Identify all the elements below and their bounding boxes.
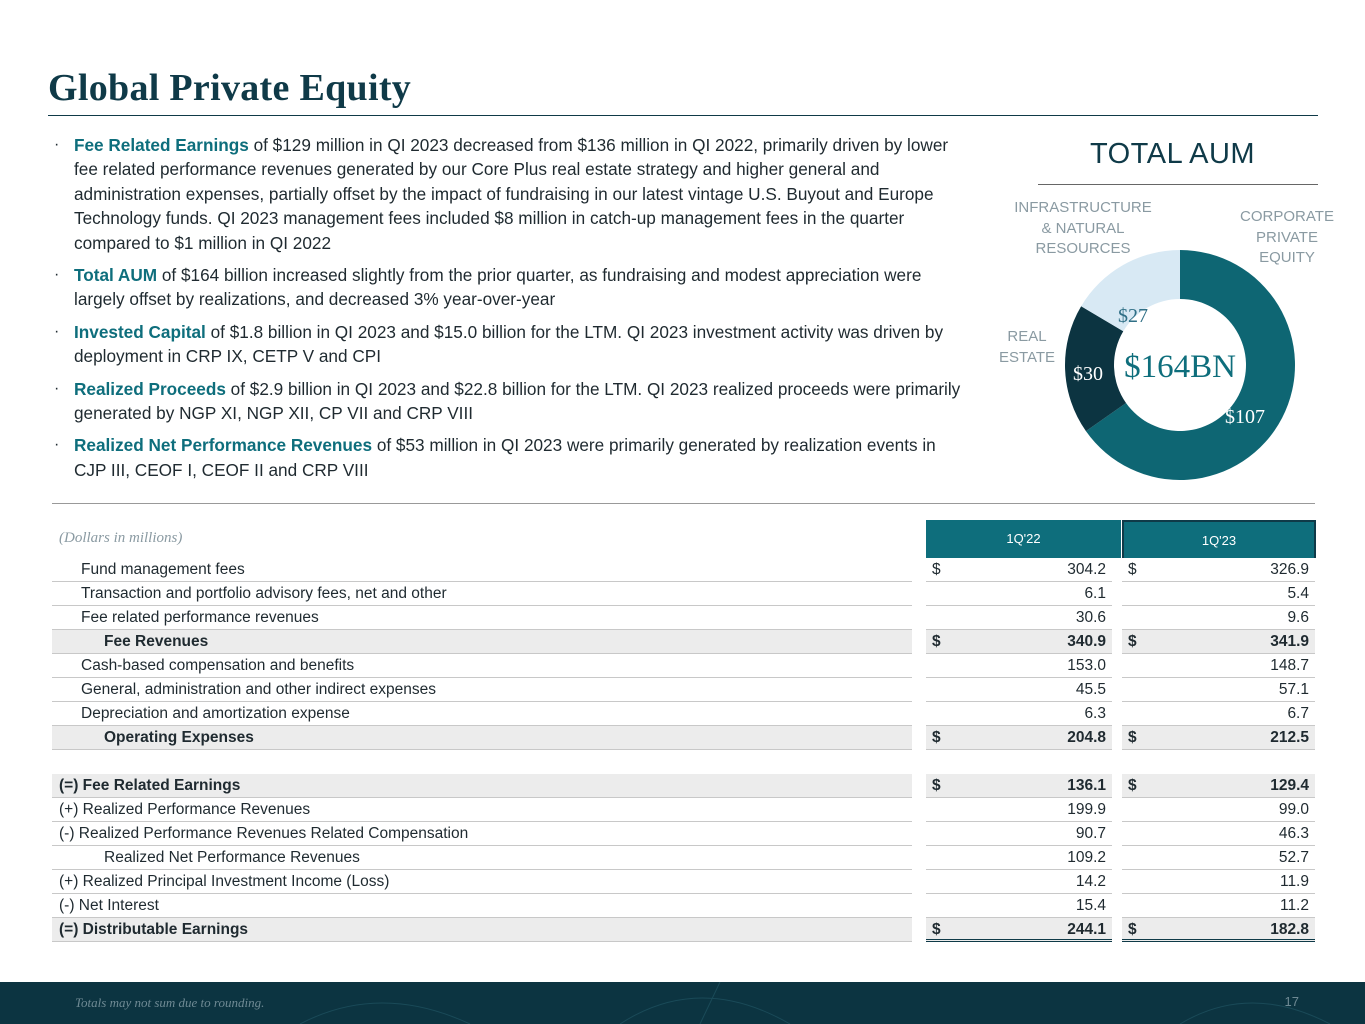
cell-1q23 [1122,654,1315,678]
label-corporate-private-equity: CORPORATE PRIVATE EQUITY [1240,208,1334,266]
table-row [52,870,1317,894]
value-1q23: 212.5 [1270,729,1309,746]
value-1q23: 99.0 [1278,801,1309,818]
bullet-highlight: Fee Related Earnings [74,135,249,155]
value-1q22: 153.0 [1067,657,1106,674]
table-row [52,726,1317,750]
cell-1q22 [926,774,1112,798]
currency-symbol: $ [1128,777,1137,794]
currency-symbol: $ [1128,729,1137,746]
cell-1q22 [926,918,1112,942]
bullet-item [52,377,972,426]
cell-1q22 [926,870,1112,894]
value-1q23: 11.9 [1279,873,1309,890]
value-1q23: 129.4 [1270,777,1309,794]
table-row [52,918,1317,942]
row-label: (=) Fee Related Earnings [52,774,912,798]
table-row [52,582,1317,606]
bullet-text: of $164 billion increased slightly from the prior quarter, as fundraising and modest appreciation were largely offset by realizations, and decreased 3% year-over-year [74,265,922,310]
aum-divider [1038,184,1318,185]
table-row [52,798,1317,822]
cell-1q23 [1122,582,1315,606]
section-divider [52,503,1315,504]
units-note: (Dollars in millions) [59,530,183,546]
table-header [52,520,1317,558]
bullet-item [52,133,972,255]
bullet-dot-icon: · [54,436,60,454]
cell-1q22 [926,606,1112,630]
table-row [52,606,1317,630]
slice-value-label-1: $30 [1073,363,1103,385]
value-1q22: 199.9 [1067,801,1106,818]
value-1q22: 14.2 [1075,873,1106,890]
value-1q22: 136.1 [1067,777,1106,794]
cell-1q22 [926,846,1112,870]
bullet-text: of $129 million in QI 2023 decreased from $136 million in QI 2022, primarily driven by lower fee related performance revenues generated by our Core Plus real estate strategy and higher general and administration expenses, partially offset by the impact of fundraising in our latest vintage U.S. Buyout and Europe Technology funds. QI 2023 management fees included $8 million in catch-up management fees in the quarter compared to $1 million in QI 2022 [74,135,949,253]
row-label: Realized Net Performance Revenues [52,846,912,870]
aum-title: TOTAL AUM [1089,138,1256,170]
page-title: Global Private Equity [48,67,412,109]
value-1q22: 6.3 [1084,705,1106,722]
value-1q22: 30.6 [1075,609,1106,626]
cell-1q23 [1122,702,1315,726]
row-label: Cash-based compensation and benefits [52,654,912,678]
row-label: Fund management fees [52,558,912,582]
table-row [52,678,1317,702]
column-header-1q22: 1Q'22 [926,520,1121,558]
cell-1q22 [926,894,1112,918]
table-row [52,894,1317,918]
bullet-text: of $1.8 billion in QI 2023 and $15.0 billion for the LTM. QI 2023 investment activity was driven by deployment in CRP IX, CETP V and CPI [74,321,944,367]
cell-1q23 [1122,678,1315,702]
cell-1q22 [926,726,1112,750]
value-1q22: 6.1 [1084,585,1106,602]
value-1q23: 6.7 [1287,705,1309,722]
value-1q22: 340.9 [1067,633,1106,650]
table-row [52,750,1317,774]
bullet-highlight: Total AUM [74,265,158,286]
row-label: Operating Expenses [52,726,912,750]
cell-1q22 [926,582,1112,606]
financial-table [52,520,1317,942]
table-row [52,774,1317,798]
row-label: Transaction and portfolio advisory fees, net and other [52,582,912,606]
bullet-highlight: Realized Net Performance Revenues [74,435,373,456]
bullet-item [52,320,972,369]
row-label: (=) Distributable Earnings [52,918,912,942]
value-1q23: 11.2 [1279,897,1309,914]
cell-1q23 [1122,750,1315,774]
row-label: General, administration and other indirect expenses [52,678,912,702]
table-row [52,822,1317,846]
table-row [52,846,1317,870]
row-label: Depreciation and amortization expense [52,702,912,726]
cell-1q23 [1122,918,1315,942]
bullet-text: of $2.9 billion in QI 2023 and $22.8 billion for the LTM. QI 2023 realized proceeds were primarily generated by NGP XI, NGP XII, CP VII and CRP VIII [74,378,961,424]
label-infrastructure: INFRASTRUCTURE & NATURAL RESOURCES [1014,199,1152,257]
currency-symbol: $ [1128,921,1137,938]
value-1q22: 90.7 [1075,825,1106,842]
row-label: (+) Realized Principal Investment Income (Loss) [52,870,912,894]
value-1q23: 46.3 [1278,825,1309,842]
bullet-item [52,263,972,312]
cell-1q22 [926,750,1112,774]
row-label: (-) Net Interest [52,894,912,918]
cell-1q23 [1122,606,1315,630]
value-1q22: 304.2 [1067,561,1106,578]
cell-1q23 [1122,822,1315,846]
cell-1q23 [1122,558,1315,582]
summary-bullets [52,133,972,490]
value-1q23: 57.1 [1278,681,1309,698]
cell-1q22 [926,822,1112,846]
value-1q23: 148.7 [1270,657,1309,674]
footnote: Totals may not sum due to rounding. [75,995,265,1010]
currency-symbol: $ [932,777,941,794]
cell-1q23 [1122,798,1315,822]
slice-value-label-0: $107 [1225,406,1265,428]
bullet-highlight: Realized Proceeds [74,378,226,399]
donut-center-label: $164BN [1124,349,1236,385]
value-1q22: 109.2 [1067,849,1106,866]
value-1q23: 52.7 [1278,849,1309,866]
bullet-dot-icon: · [54,136,60,153]
currency-symbol: $ [1128,561,1137,578]
bullet-highlight: Invested Capital [74,321,206,342]
value-1q22: 244.1 [1067,921,1106,938]
currency-symbol: $ [932,633,941,650]
row-label: Fee related performance revenues [52,606,912,630]
bullet-dot-icon: · [54,322,60,340]
currency-symbol: $ [932,729,941,746]
cell-1q23 [1122,630,1315,654]
value-1q23: 5.4 [1287,585,1309,602]
bullet-dot-icon: · [54,379,60,397]
cell-1q22 [926,798,1112,822]
value-1q22: 15.4 [1075,897,1106,914]
label-real-estate: REAL ESTATE [998,328,1056,366]
cell-1q23 [1122,846,1315,870]
value-1q22: 204.8 [1067,729,1106,746]
value-1q23: 9.6 [1287,609,1309,626]
row-label: (+) Realized Performance Revenues [52,798,912,822]
bullet-text: of $53 million in QI 2023 were primarily generated by realization events in CJP III, CEOF I, CEOF II and CRP VIII [74,435,936,480]
value-1q23: 341.9 [1270,633,1309,650]
row-label [52,750,912,774]
page-number: 17 [1284,994,1299,1009]
cell-1q22 [926,678,1112,702]
cell-1q22 [926,558,1112,582]
table-row [52,702,1317,726]
currency-symbol: $ [1128,633,1137,650]
value-1q22: 45.5 [1075,681,1106,698]
currency-symbol: $ [932,921,941,938]
column-header-1q23: 1Q'23 [1122,520,1316,558]
bullet-dot-icon: · [54,266,60,284]
cell-1q22 [926,702,1112,726]
row-label: (-) Realized Performance Revenues Related Compensation [52,822,912,846]
title-divider [48,115,1318,116]
table-body [52,558,1317,942]
cell-1q23 [1122,870,1315,894]
cell-1q22 [926,654,1112,678]
table-row [52,558,1317,582]
cell-1q23 [1122,774,1315,798]
value-1q23: 182.8 [1270,921,1309,938]
cell-1q23 [1122,726,1315,750]
footer-bar [0,982,1365,1024]
table-row [52,630,1317,654]
table-row [52,654,1317,678]
row-label: Fee Revenues [52,630,912,654]
value-1q23: 326.9 [1270,561,1309,578]
currency-symbol: $ [932,561,941,578]
cell-1q22 [926,630,1112,654]
aum-donut-chart [1050,240,1310,480]
cell-1q23 [1122,894,1315,918]
bullet-item [52,433,972,482]
slice-value-label-2: $27 [1118,305,1148,327]
